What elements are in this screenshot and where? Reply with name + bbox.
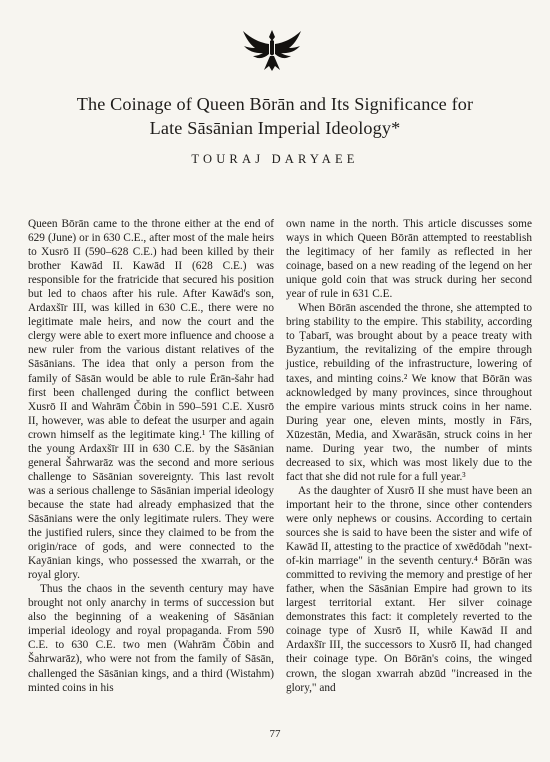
body-paragraph: Queen Bōrān came to the throne either at the end of 629 (June) or in 630 C.E., after most of the male heirs to Xusrō II (590–628 C.E.) had been killed by their brother Kawād II. Kawād II (628 C.E.) was responsible for the fratricide that secured his position but led to chaos after his rule. After Kawād's son, Ardaxšīr III, was killed in 630 C.E., there were no legitimate male heirs, and now the court and the clergy were able to exert more influence and choose a new ruler from the various distant relatives of the Sāsānians. The idea that only a person from the family of Sāsān would be able to rule Ērān-šahr had first been challenged during the conflict between Xusrō II and Wahrām Čōbin in 590–591 C.E. Xusrō II, however, was able to defeat the usurper and again crown himself as the legitimate king.¹ The killing of the young Ardaxšīr III in 630 C.E. by the Sāsānian general Šahrwarāz was the second and more serious challenge to Sāsānian sovereignty. This last revolt was a serious challenge to Sāsānian imperial ideology because the state had already emphasized that the Sāsānians were the only legitimate rulers. They were the justified rulers, since they claimed to be from the origin/race of gods, and were connected to the Kayānian kings, who possessed the xwarrah, or the royal glory. (28, 218, 274, 582)
article-title-line-2: Late Sāsānian Imperial Ideology* (149, 118, 401, 138)
body-paragraph: When Bōrān ascended the throne, she attempted to bring stability to the empire. This stability, according to Ṭabarī, was brought about by a peace treaty with Byzantium, the revitalizing of the empire through justice, rebuilding of the infrastructure, lowering of taxes, and minting coins.² We know that Bōrān was acknowledged by many provinces, since throughout the empire various mints struck coins in her name. During year one, eleven mints, mostly in Fārs, Xūzestān, Media, and Xwarāsān, struck coins in her name. During year two, the number of mints decreased to six, which was most likely due to the fact that she did not rule for a full year.³ (286, 302, 532, 483)
body-paragraph: As the daughter of Xusrō II she must have been an important heir to the throne, since other contenders were only nephews or cousins. According to certain sources she is said to have been the sister and wife of Kawād II, attesting to the practice of xwēdōdah "next-of-kin marriage" in the seventh century.⁴ Bōrān was committed to reviving the memory and prestige of her father, when the Sāsānian Empire had grown to its largest territorial extant. Her silver coinage demonstrates this fact: it completely reverted to the coinage type of Xusrō II, while Kawād II and Ardaxšīr III, the successors to Xusrō II, had changed their coinage type. On Bōrān's coins, the winged crown, the slogan xwarrah abzūd "increased in the glory," and (286, 484, 532, 694)
body-paragraph: own name in the north. This article discusses some ways in which Queen Bōrān attempted to reestablish the legitimacy of her family as reflected in her coinage, based on a new reading of the legend on her unique gold coin that was struck during her second year of rule in 631 C.E. (286, 218, 532, 301)
article-title (20, 92, 530, 140)
author-name: TOURAJ DARYAEE (191, 152, 359, 166)
right-column (286, 217, 532, 695)
winged-bird-emblem-icon (239, 28, 305, 72)
article-title-line-1: The Coinage of Queen Bōrān and Its Significance for (76, 94, 474, 114)
left-column (28, 217, 274, 695)
page-number: 77 (269, 728, 281, 740)
body-paragraph: Thus the chaos in the seventh century may have brought not only anarchy in terms of succession but also the beginning of a weakening of Sāsānian imperial ideology and royal propaganda. From 590 C.E. to 630 C.E. two men (Wahrām Čōbin and Šahrwarāz), who were not from the family of Sāsān, challenged the Sāsānian kings, and a third (Wistahm) minted coins in his (28, 583, 274, 694)
